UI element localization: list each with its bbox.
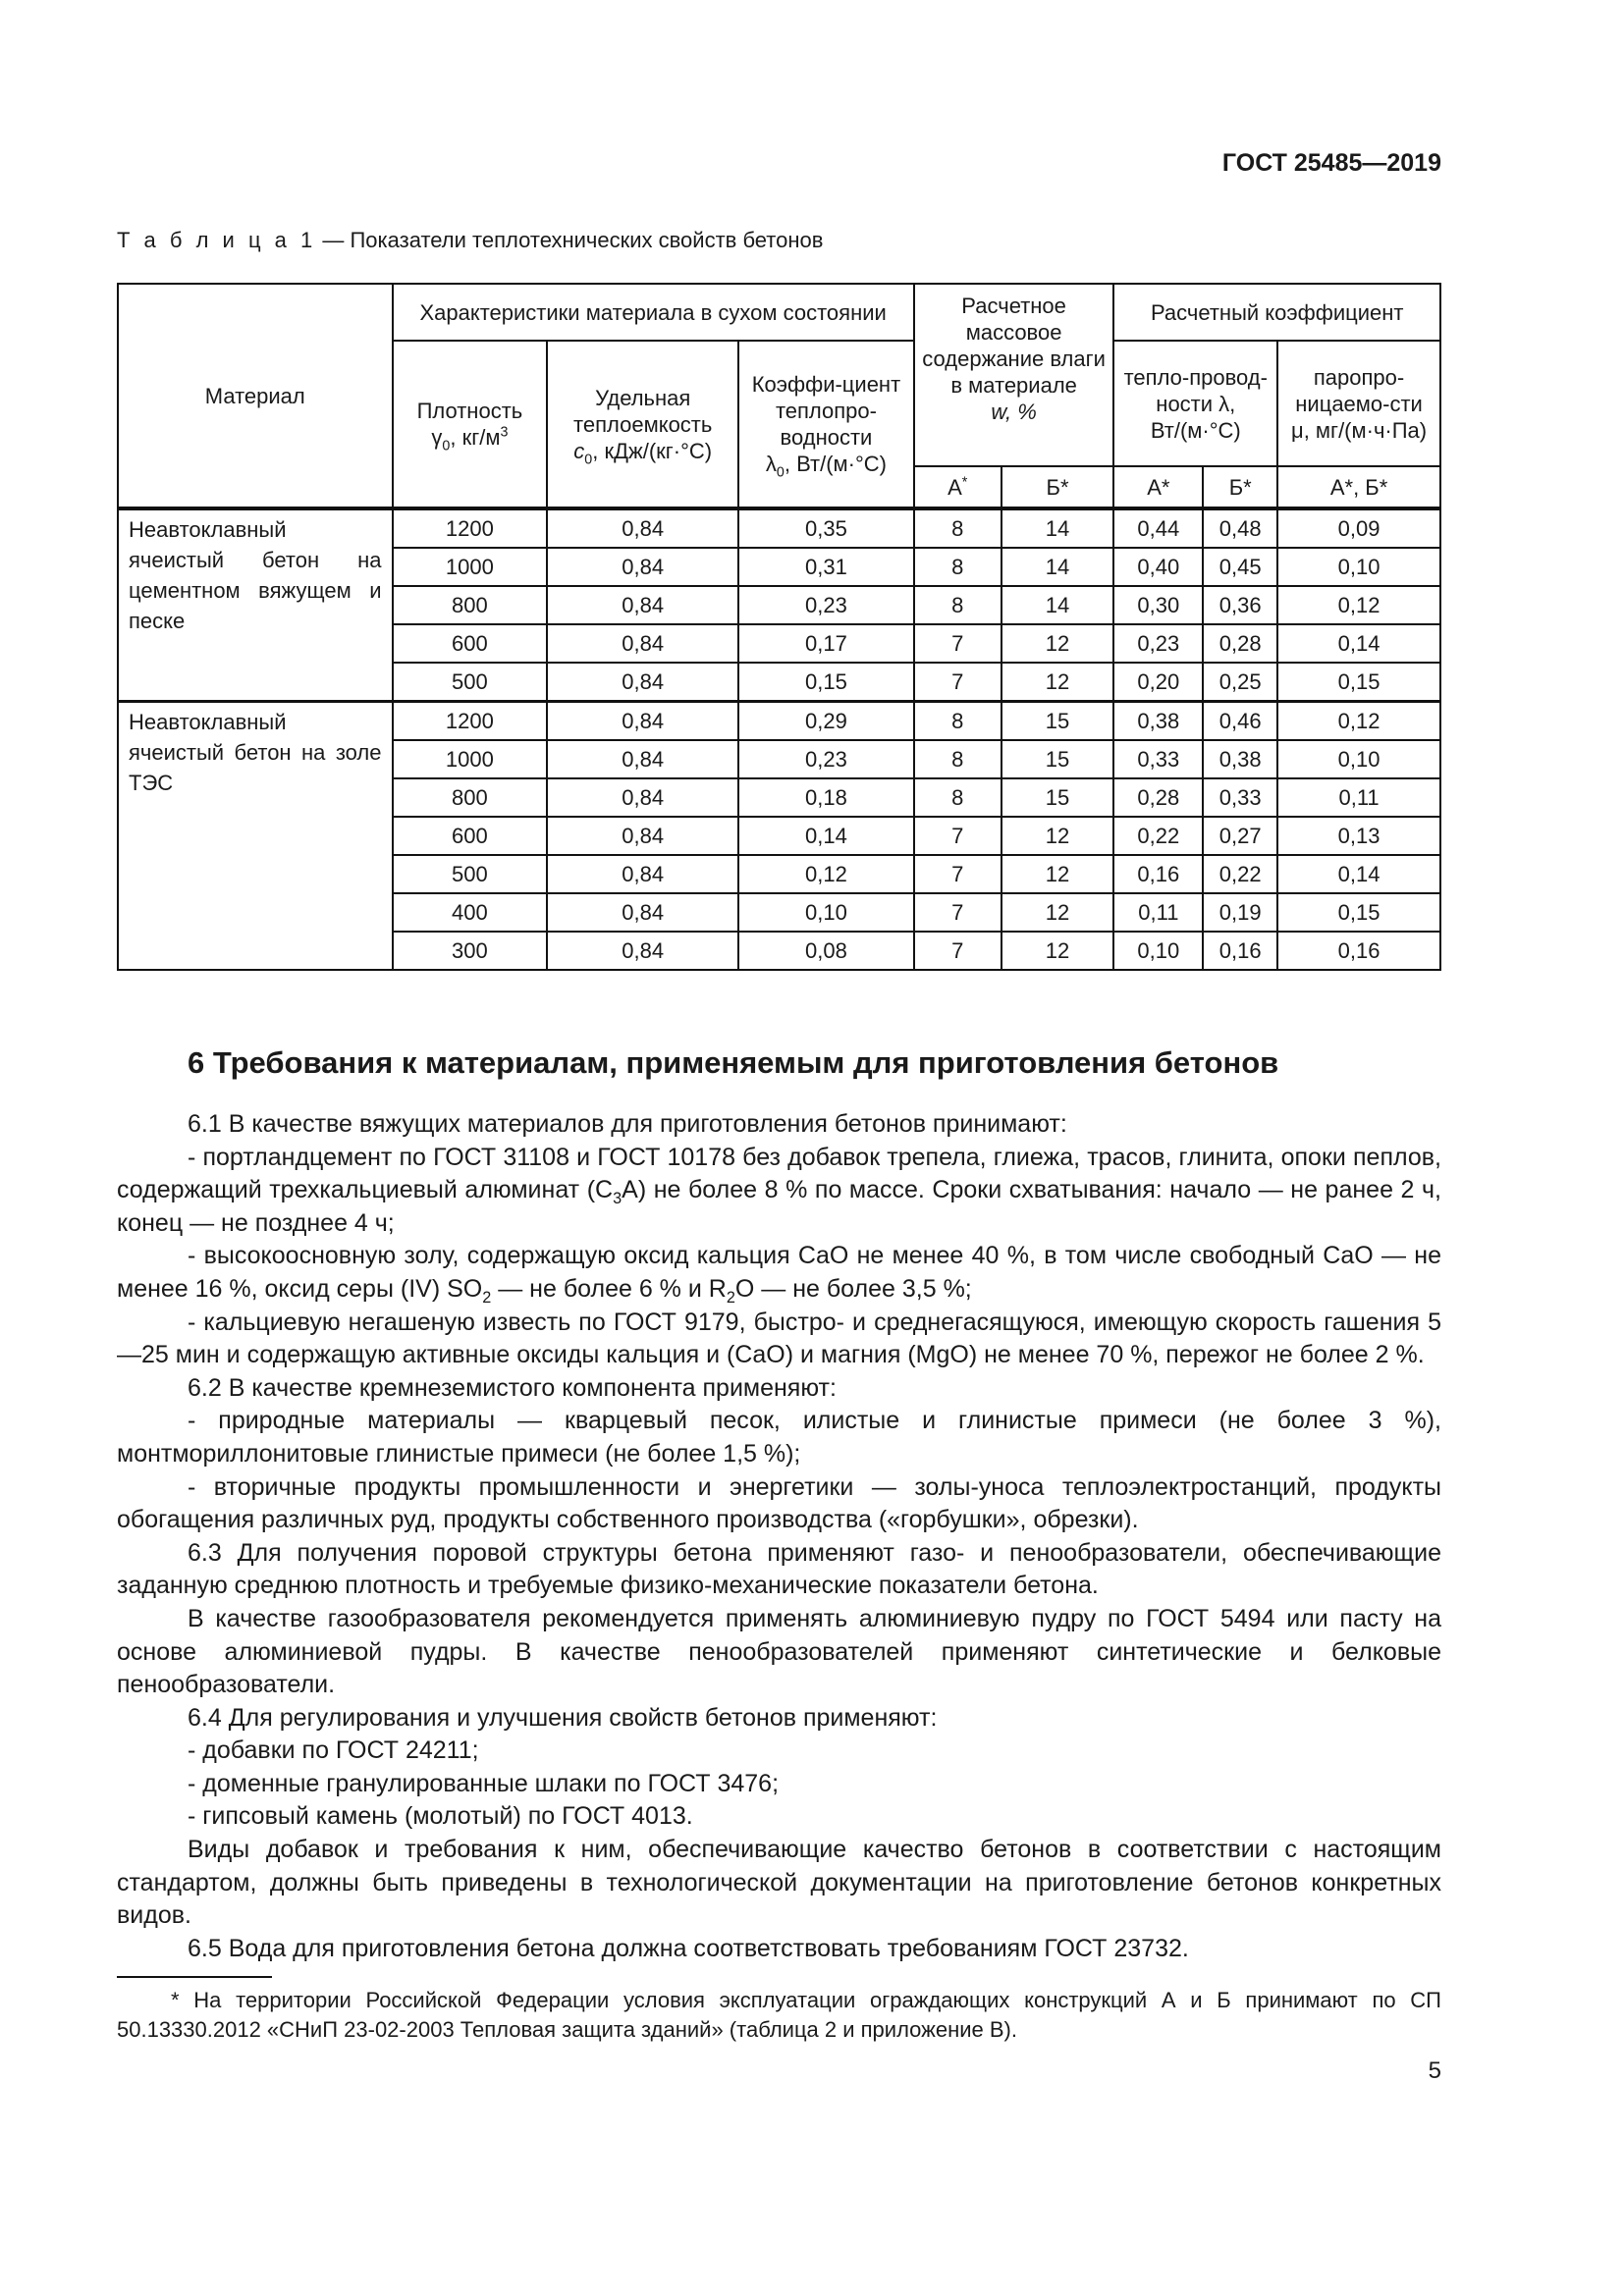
table-cell: 0,44 — [1113, 508, 1203, 548]
paragraph — [117, 1702, 1441, 1735]
paragraph — [117, 1142, 1441, 1241]
table-cell: 0,22 — [1113, 817, 1203, 855]
material-group — [118, 702, 1440, 971]
table-cell: 0,29 — [738, 702, 914, 741]
paragraph — [117, 1603, 1441, 1702]
table-cell: 500 — [393, 663, 548, 702]
table-cell: 800 — [393, 778, 548, 817]
table-cell: 0,48 — [1203, 508, 1277, 548]
table-caption-prefix: Т а б л и ц а 1 — [117, 228, 317, 252]
table-cell: 0,36 — [1203, 586, 1277, 624]
table-cell: 0,11 — [1277, 778, 1440, 817]
material-name: Неавтоклавный ячеистый бетон на золе ТЭС — [118, 702, 393, 971]
table-cell: 14 — [1001, 548, 1114, 586]
table-cell: 0,84 — [547, 893, 738, 932]
header-calc-coef: Расчетный коэффициент — [1113, 284, 1440, 341]
material-group — [118, 508, 1440, 702]
header-heat-capacity: Удельная теплоемкость $c_0$, кДж/(кг·°С) — [547, 341, 738, 508]
table-cell: 1000 — [393, 740, 548, 778]
table-cell: 0,16 — [1113, 855, 1203, 893]
table-cell: 7 — [914, 663, 1001, 702]
paragraph — [117, 1834, 1441, 1933]
footnote-divider — [117, 1976, 272, 1978]
table-cell: 0,23 — [738, 586, 914, 624]
table-cell: 0,22 — [1203, 855, 1277, 893]
table-cell: 0,31 — [738, 548, 914, 586]
table-cell: 500 — [393, 855, 548, 893]
table-cell: 12 — [1001, 893, 1114, 932]
header-cond-a: А* — [1113, 466, 1203, 508]
text-run: 6.4 Для регулирования и улучшения свойств бетонов применяют: — [188, 1703, 938, 1732]
table-cell: 0,33 — [1203, 778, 1277, 817]
table-cell: 8 — [914, 778, 1001, 817]
table-cell: 0,27 — [1203, 817, 1277, 855]
table-cell: 0,40 — [1113, 548, 1203, 586]
subscript: 3 — [613, 1190, 623, 1208]
table-cell: 0,10 — [1277, 740, 1440, 778]
table-cell: 0,08 — [738, 932, 914, 970]
table-cell: 0,12 — [1277, 586, 1440, 624]
table-cell: 8 — [914, 740, 1001, 778]
table-caption-text: — Показатели теплотехнических свойств бетонов — [316, 228, 824, 252]
table-cell: 1200 — [393, 508, 548, 548]
table-cell: 12 — [1001, 624, 1114, 663]
text-run: A) не более 8 % по массе. Сроки схватывания: начало — не ранее 2 ч, конец — не позднее 4 ч; — [117, 1176, 1441, 1237]
text-run: 6.5 Вода для приготовления бетона должна соответствовать требованиям ГОСТ 23732. — [188, 1934, 1189, 1962]
table-cell: 0,84 — [547, 778, 738, 817]
table-cell: 8 — [914, 702, 1001, 741]
subscript: 2 — [726, 1288, 735, 1307]
text-run: 6.3 Для получения поровой структуры бетона применяют газо- и пенообразователи, обеспечивающие заданную среднюю плотность и требуемые физико-механические показатели бетона. — [117, 1538, 1441, 1600]
paragraph — [117, 1933, 1441, 1966]
table-cell: 0,84 — [547, 855, 738, 893]
text-run: O — не более 3,5 %; — [734, 1274, 972, 1303]
header-density: Плотность $\gamma_0$, $кг/м^3$ — [393, 341, 548, 508]
table-cell: 7 — [914, 624, 1001, 663]
table-cell: 0,14 — [738, 817, 914, 855]
document-number: ГОСТ 25485—2019 — [1221, 149, 1441, 177]
table-cell: 8 — [914, 548, 1001, 586]
table-header — [118, 284, 1440, 508]
table-caption — [117, 228, 823, 253]
table-cell: 0,12 — [738, 855, 914, 893]
text-run: - гипсовый камень (молотый) по ГОСТ 4013. — [188, 1802, 693, 1831]
table-cell: 7 — [914, 893, 1001, 932]
table-cell: 12 — [1001, 817, 1114, 855]
table-cell: 0,33 — [1113, 740, 1203, 778]
table-cell: 0,19 — [1203, 893, 1277, 932]
table-cell: 0,10 — [738, 893, 914, 932]
header-conductivity: Коэффи-циент теплопро-водности $\lambda_0$, Вт/(м·°С) — [738, 341, 914, 508]
subscript: 2 — [482, 1288, 492, 1307]
header-moisture-b: Б* — [1001, 466, 1114, 508]
table-cell: 0,23 — [738, 740, 914, 778]
table-cell: 0,10 — [1277, 548, 1440, 586]
thermal-properties-table — [117, 283, 1441, 971]
text-run: - добавки по ГОСТ 24211; — [188, 1736, 479, 1765]
text-run: Виды добавок и требования к ним, обеспечивающие качество бетонов в соответствии с настоящим стандартом, должны быть приведены в технологической документации на приготовление бетонов конкретных видов. — [117, 1836, 1441, 1930]
table-cell: 0,14 — [1277, 855, 1440, 893]
table-cell: 0,14 — [1277, 624, 1440, 663]
text-run: - высокоосновную золу, содержащую оксид кальция CaO не менее 40 %, в том числе свободный CaO — не менее 16 %, оксид серы (IV) SO — [117, 1242, 1441, 1303]
table-cell: 0,11 — [1113, 893, 1203, 932]
table-cell: 1200 — [393, 702, 548, 741]
paragraph — [117, 1307, 1441, 1372]
text-run: - природные материалы — кварцевый песок, илистые и глинистые примеси (не более 3 %), монтмориллонитовые глинистые примеси (не более 1,5 %); — [117, 1407, 1441, 1468]
text-run: 6.1 В качестве вяжущих материалов для приготовления бетонов принимают: — [188, 1110, 1067, 1138]
header-dry-group: Характеристики материала в сухом состоянии — [393, 284, 914, 341]
table-cell: 14 — [1001, 508, 1114, 548]
table-cell: 300 — [393, 932, 548, 970]
footnote: * На территории Российской Федерации условия эксплуатации ограждающих конструкций А и Б принимают по СП 50.13330.2012 «СНиП 23-02-2003 Тепловая защита зданий» (таблица 2 и приложение В). — [117, 1988, 1441, 2043]
table-cell: 0,15 — [1277, 663, 1440, 702]
table-cell: 0,45 — [1203, 548, 1277, 586]
header-moisture-a: А* — [914, 466, 1001, 508]
table-cell: 0,35 — [738, 508, 914, 548]
table-cell: 0,10 — [1113, 932, 1203, 970]
section-body — [117, 1108, 1441, 1965]
text-run: 6.2 В качестве кремнеземистого компонента применяют: — [188, 1373, 837, 1402]
paragraph — [117, 1372, 1441, 1406]
table-cell: 0,84 — [547, 548, 738, 586]
header-vapor-ab: А*, Б* — [1277, 466, 1440, 508]
table-cell: 0,09 — [1277, 508, 1440, 548]
paragraph — [117, 1405, 1441, 1470]
table-cell: 0,13 — [1277, 817, 1440, 855]
table-cell: 0,25 — [1203, 663, 1277, 702]
text-run: — не более 6 % и R — [491, 1274, 727, 1303]
table-cell: 0,84 — [547, 624, 738, 663]
table-cell: 8 — [914, 508, 1001, 548]
table-cell: 0,38 — [1113, 702, 1203, 741]
header-moisture: Расчетное массовое содержание влаги в материале w, % — [914, 284, 1114, 466]
table-cell: 400 — [393, 893, 548, 932]
table-cell: 0,84 — [547, 586, 738, 624]
table-cell: 0,16 — [1277, 932, 1440, 970]
text-run: В качестве газообразователя рекомендуется применять алюминиевую пудру по ГОСТ 5494 или пасту на основе алюминиевой пудры. В качестве пенообразователей применяют синтетические и белковые пенообразователи. — [117, 1604, 1441, 1699]
header-calc-conductivity: тепло-провод-ности λ, Вт/(м·°С) — [1113, 341, 1277, 466]
table-cell: 7 — [914, 932, 1001, 970]
table-cell: 0,30 — [1113, 586, 1203, 624]
table-cell: 0,84 — [547, 663, 738, 702]
paragraph — [117, 1735, 1441, 1768]
table-cell: 12 — [1001, 663, 1114, 702]
table-cell: 12 — [1001, 855, 1114, 893]
table-row — [118, 702, 1440, 741]
table-cell: 15 — [1001, 702, 1114, 741]
text-run: - доменные гранулированные шлаки по ГОСТ 3476; — [188, 1769, 780, 1797]
section-title: 6 Требования к материалам, применяемым для приготовления бетонов — [188, 1045, 1279, 1080]
text-run: - вторичные продукты промышленности и энергетики — золы-уноса теплоэлектростанций, продукты обогащения различных руд, продукты собственного производства («горбушки», обрезки). — [117, 1472, 1441, 1534]
text-run: - портландцемент по ГОСТ 31108 и ГОСТ 10178 без добавок трепела, глиежа, трасов, глинита, опоки пеплов, содержащий трехкальциевый алюминат (C — [117, 1143, 1441, 1204]
table-cell: 0,84 — [547, 740, 738, 778]
table-cell: 8 — [914, 586, 1001, 624]
table-cell: 1000 — [393, 548, 548, 586]
section-6 — [117, 1043, 1441, 2086]
table-cell: 0,84 — [547, 508, 738, 548]
paragraph — [117, 1240, 1441, 1306]
table-cell: 7 — [914, 817, 1001, 855]
paragraph — [117, 1108, 1441, 1142]
table-cell: 0,20 — [1113, 663, 1203, 702]
table-cell: 0,16 — [1203, 932, 1277, 970]
paragraph — [117, 1471, 1441, 1537]
table-cell: 0,28 — [1203, 624, 1277, 663]
table-cell: 15 — [1001, 778, 1114, 817]
paragraph — [117, 1537, 1441, 1603]
table-cell: 0,46 — [1203, 702, 1277, 741]
paragraph — [117, 1800, 1441, 1834]
header-material: Материал — [118, 284, 393, 508]
table-cell: 12 — [1001, 932, 1114, 970]
table-cell: 15 — [1001, 740, 1114, 778]
table-cell: 0,84 — [547, 932, 738, 970]
table-cell: 0,17 — [738, 624, 914, 663]
page-number: 5 — [1428, 2057, 1441, 2085]
table-cell: 800 — [393, 586, 548, 624]
table-cell: 0,15 — [738, 663, 914, 702]
table-cell: 0,23 — [1113, 624, 1203, 663]
header-cond-b: Б* — [1203, 466, 1277, 508]
table-cell: 600 — [393, 624, 548, 663]
table-cell: 0,84 — [547, 702, 738, 741]
table-cell: 7 — [914, 855, 1001, 893]
table-cell: 0,18 — [738, 778, 914, 817]
table-cell: 0,38 — [1203, 740, 1277, 778]
table-cell: 0,84 — [547, 817, 738, 855]
paragraph — [117, 1768, 1441, 1801]
text-run: - кальциевую негашеную известь по ГОСТ 9179, быстро- и среднегасящуюся, имеющую скорость гашения 5—25 мин и содержащую активные оксиды кальция и (CaO) и магния (MgO) не менее 70 %, пережог не более 2 %. — [117, 1308, 1441, 1369]
table-cell: 600 — [393, 817, 548, 855]
material-name: Неавтоклавный ячеистый бетон на цементном вяжущем и песке — [118, 508, 393, 702]
table-cell: 0,12 — [1277, 702, 1440, 741]
table-cell: 14 — [1001, 586, 1114, 624]
table-row — [118, 508, 1440, 548]
table-cell: 0,28 — [1113, 778, 1203, 817]
table-cell: 0,15 — [1277, 893, 1440, 932]
header-vapor: паропро-ницаемо-сти μ, мг/(м·ч·Па) — [1277, 341, 1440, 466]
